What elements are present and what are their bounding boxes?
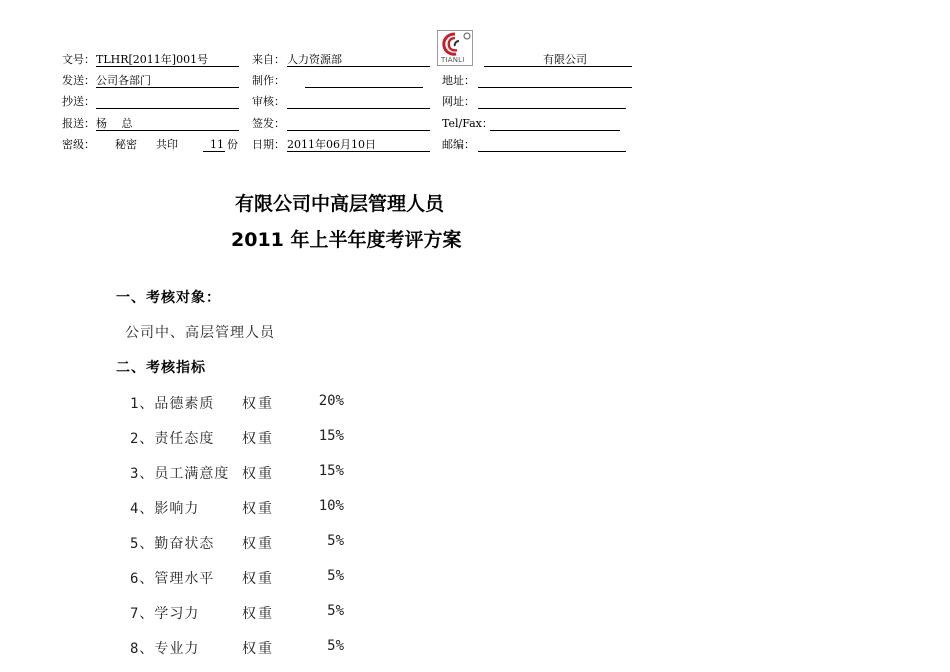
indicator-name: 1、品德素质 (130, 396, 215, 412)
company-value: 有限公司 (543, 53, 587, 66)
send-to-label: 发送： (62, 74, 95, 87)
date-label: 日期： (252, 138, 285, 151)
postcode-underline (478, 151, 626, 152)
indicator-name: 8、专业力 (130, 641, 200, 657)
indicator-weight-label: 权重 (242, 641, 274, 657)
cc-underline (96, 108, 239, 109)
indicator-weight-label: 权重 (242, 396, 274, 412)
website-underline (478, 108, 626, 109)
indicator-name: 4、影响力 (130, 501, 200, 517)
doc-number-label: 文号： (62, 53, 95, 66)
indicator-weight-value: 10% (318, 498, 344, 514)
date-value: 2011年06月10日 (287, 138, 376, 151)
doc-number-value: TLHR[2011年]001号 (96, 53, 209, 66)
send-to-underline (96, 87, 239, 88)
website-label: 网址： (442, 95, 475, 108)
indicator-name: 7、学习力 (130, 606, 200, 622)
section-1-body: 公司中、高层管理人员 (125, 325, 275, 341)
sign-underline (287, 130, 430, 131)
postcode-label: 邮编： (442, 138, 475, 151)
address-label: 地址： (442, 74, 475, 87)
telfax-underline (490, 130, 620, 131)
secret-level-value: 秘密 (115, 138, 137, 151)
date-underline (287, 151, 430, 152)
indicator-weight-label: 权重 (242, 466, 274, 482)
document-title-line1: 有限公司中高层管理人员 (235, 193, 445, 215)
review-label: 审核： (252, 95, 285, 108)
from-label: 来自： (252, 53, 285, 66)
company-underline (484, 66, 632, 67)
made-by-label: 制作： (252, 74, 285, 87)
section-1-heading: 一、考核对象： (116, 290, 221, 306)
review-underline (287, 108, 430, 109)
report-to-label: 报送： (62, 117, 95, 130)
sign-label: 签发： (252, 117, 285, 130)
section-2-heading: 二、考核指标 (116, 360, 206, 376)
from-value: 人力资源部 (287, 53, 342, 66)
indicator-name: 6、管理水平 (130, 571, 215, 587)
indicator-weight-value: 5% (327, 638, 344, 654)
report-to-underline (96, 130, 239, 131)
send-to-value: 公司各部门 (96, 74, 151, 87)
telfax-label: Tel/Fax： (442, 117, 493, 130)
indicator-weight-value: 15% (318, 463, 344, 479)
copies-value: 11 (210, 138, 224, 151)
indicator-weight-label: 权重 (242, 501, 274, 517)
indicator-weight-value: 5% (327, 568, 344, 584)
made-by-underline (305, 87, 423, 88)
cc-label: 抄送： (62, 95, 95, 108)
logo-text: TIANLI (441, 56, 465, 64)
from-underline (287, 66, 430, 67)
doc-number-underline (96, 66, 239, 67)
indicator-weight-value: 5% (327, 603, 344, 619)
report-to-value: 杨 总 (96, 117, 133, 130)
copies-underline (203, 151, 225, 152)
indicator-weight-label: 权重 (242, 571, 274, 587)
indicator-weight-label: 权重 (242, 606, 274, 622)
indicator-weight-value: 5% (327, 533, 344, 549)
logo-swirl-icon (438, 31, 472, 59)
secret-level-label: 密级： (62, 138, 95, 151)
indicator-weight-label: 权重 (242, 431, 274, 447)
indicator-name: 5、勤奋状态 (130, 536, 215, 552)
indicator-weight-value: 15% (318, 428, 344, 444)
tianli-logo-icon (437, 30, 473, 66)
indicator-name: 3、员工满意度 (130, 466, 230, 482)
address-underline (478, 87, 632, 88)
copies-label: 共印 (156, 138, 178, 151)
indicator-name: 2、责任态度 (130, 431, 215, 447)
copies-unit: 份 (227, 138, 238, 151)
document-title-line2: 2011 年上半年度考评方案 (231, 229, 462, 251)
indicator-weight-value: 20% (318, 393, 344, 409)
indicator-weight-label: 权重 (242, 536, 274, 552)
